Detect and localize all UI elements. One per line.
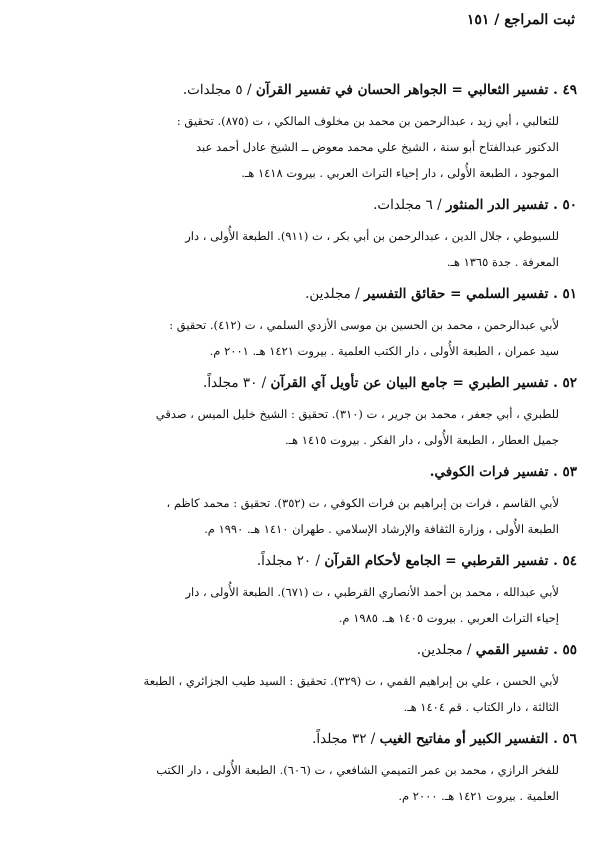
entry-description-line: لأبي عبدالرحمن ، محمد بن الحسين بن موسى الأزدي السلمي ، ت (٤١٢). تحقيق : [169, 318, 559, 332]
entry-description [31, 312, 577, 364]
entry-title-text: التفسير الكبير أو مفاتيح الغيب [379, 731, 549, 747]
entry-number: ٥٠ [562, 197, 577, 213]
entry-number: ٥٢ [562, 375, 577, 391]
entry-volumes: / ٥ مجلدات. [182, 82, 256, 98]
entry-title-text: تفسير الدر المنثور [446, 197, 549, 213]
reference-entry [31, 195, 577, 275]
entry-description-line: للطبري ، أبي جعفر ، محمد بن جرير ، ت (٣١٠). تحقيق : الشيخ خليل الميس ، صدقي [155, 407, 559, 421]
entry-volumes: / مجلدين. [416, 642, 476, 658]
entry-description-line: الدكتور عبدالفتاح أبو سنة ، الشيخ علي محمد معوض ــ الشيخ عادل أحمد عبد [195, 140, 559, 154]
entry-number: ٥٦ [562, 731, 577, 747]
entry-title-text: تفسير فرات الكوفي. [429, 464, 549, 480]
entry-number-separator: . [548, 553, 563, 569]
entry-description-line: الطبعة الأُولى ، وزارة الثقافة والإرشاد الإسلامي . طهران ١٤١٠ هـ. ١٩٩٠ م. [204, 522, 559, 536]
entry-number-separator: . [548, 642, 563, 658]
entry-description [31, 108, 577, 186]
entry-volumes: / ٦ مجلدات. [373, 197, 447, 213]
entry-title [31, 195, 577, 215]
entry-description-line: لأبي الحسن ، علي بن إبراهيم القمي ، ت (٣٢٩). تحقيق : السيد طيب الجزائري ، الطبعة [143, 674, 559, 688]
reference-entry [31, 284, 577, 364]
reference-entry [31, 373, 577, 453]
entry-description-line: العلمية . بيروت ١٤٢١ هـ. ٢٠٠٠ م. [398, 789, 559, 803]
reference-entry [31, 462, 577, 542]
entry-volumes: / ٢٠ مجلداً. [256, 553, 325, 569]
entry-volumes: / ٣٠ مجلداً. [203, 375, 271, 391]
entry-description-line: جميل العطار ، الطبعة الأُولى ، دار الفكر . بيروت ١٤١٥ هـ. [285, 433, 559, 447]
entry-number-separator: . [548, 464, 563, 480]
entry-title [31, 284, 577, 304]
entry-title [31, 640, 577, 660]
entry-description-line: الموجود ، الطبعة الأُولى ، دار إحياء التراث العربي . بيروت ١٤١٨ هـ. [241, 166, 559, 180]
entry-description-line: الثالثة ، دار الكتاب . قم ١٤٠٤ هـ. [403, 700, 559, 714]
entry-description [31, 757, 577, 809]
entry-description-line: لأبي القاسم ، فرات بن إبراهيم بن فرات الكوفي ، ت (٣٥٢). تحقيق : محمد كاظم ، [166, 496, 559, 510]
entry-title [31, 80, 577, 100]
entry-description [31, 579, 577, 631]
entry-description-line: المعرفة . جدة ١٣٦٥ هـ. [446, 255, 559, 269]
reference-entry [31, 729, 577, 809]
entry-title [31, 551, 577, 571]
entry-description-line: سيد عمران ، الطبعة الأُولى ، دار الكتب العلمية . بيروت ١٤٢١ هـ. ٢٠٠١ م. [209, 344, 559, 358]
entry-description-line: لأبي عبدالله ، محمد بن أحمد الأنصاري القرطبي ، ت (٦٧١). الطبعة الأُولى ، دار [185, 585, 559, 599]
reference-entry [31, 640, 577, 720]
entry-title [31, 729, 577, 749]
entry-number: ٥٥ [562, 642, 577, 658]
entry-description [31, 401, 577, 453]
entry-number: ٥٤ [562, 553, 577, 569]
references-list [31, 80, 577, 818]
entry-title-text: تفسير السلمي = حقائق التفسير [364, 286, 549, 302]
reference-entry [31, 551, 577, 631]
page-header: ثبت المراجع / ١٥١ [466, 12, 575, 28]
reference-entry [31, 80, 577, 186]
entry-description-line: للفخر الرازي ، محمد بن عمر التميمي الشافعي ، ت (٦٠٦). الطبعة الأُولى ، دار الكتب [156, 763, 559, 777]
entry-number-separator: . [548, 82, 563, 98]
entry-number-separator: . [548, 286, 563, 302]
entry-title [31, 462, 577, 482]
entry-number: ٤٩ [562, 82, 577, 98]
entry-number: ٥١ [562, 286, 577, 302]
entry-number: ٥٣ [562, 464, 577, 480]
entry-title-text: تفسير الطبري = جامع البيان عن تأويل آي القرآن [270, 375, 549, 391]
entry-description [31, 490, 577, 542]
entry-description-line: للثعالبي ، أبي زيد ، عبدالرحمن بن محمد بن مخلوف المالكي ، ت (٨٧٥). تحقيق : [176, 114, 559, 128]
entry-description-line: إحياء التراث العربي . بيروت ١٤٠٥ هـ. ١٩٨٥ م. [338, 611, 559, 625]
entry-volumes: / ٣٢ مجلداً. [312, 731, 380, 747]
entry-number-separator: . [548, 731, 563, 747]
entry-number-separator: . [548, 375, 563, 391]
entry-description [31, 668, 577, 720]
entry-volumes: / مجلدين. [305, 286, 365, 302]
entry-description-line: للسيوطي ، جلال الدين ، عبدالرحمن بن أبي بكر ، ت (٩١١). الطبعة الأُولى ، دار [185, 229, 559, 243]
entry-title-text: تفسير القرطبي = الجامع لأحكام القرآن [324, 553, 549, 569]
entry-title [31, 373, 577, 393]
entry-number-separator: . [548, 197, 563, 213]
entry-title-text: تفسير الثعالبي = الجواهر الحسان في تفسير القرآن [255, 82, 549, 98]
entry-description [31, 223, 577, 275]
entry-title-text: تفسير القمي [475, 642, 549, 658]
